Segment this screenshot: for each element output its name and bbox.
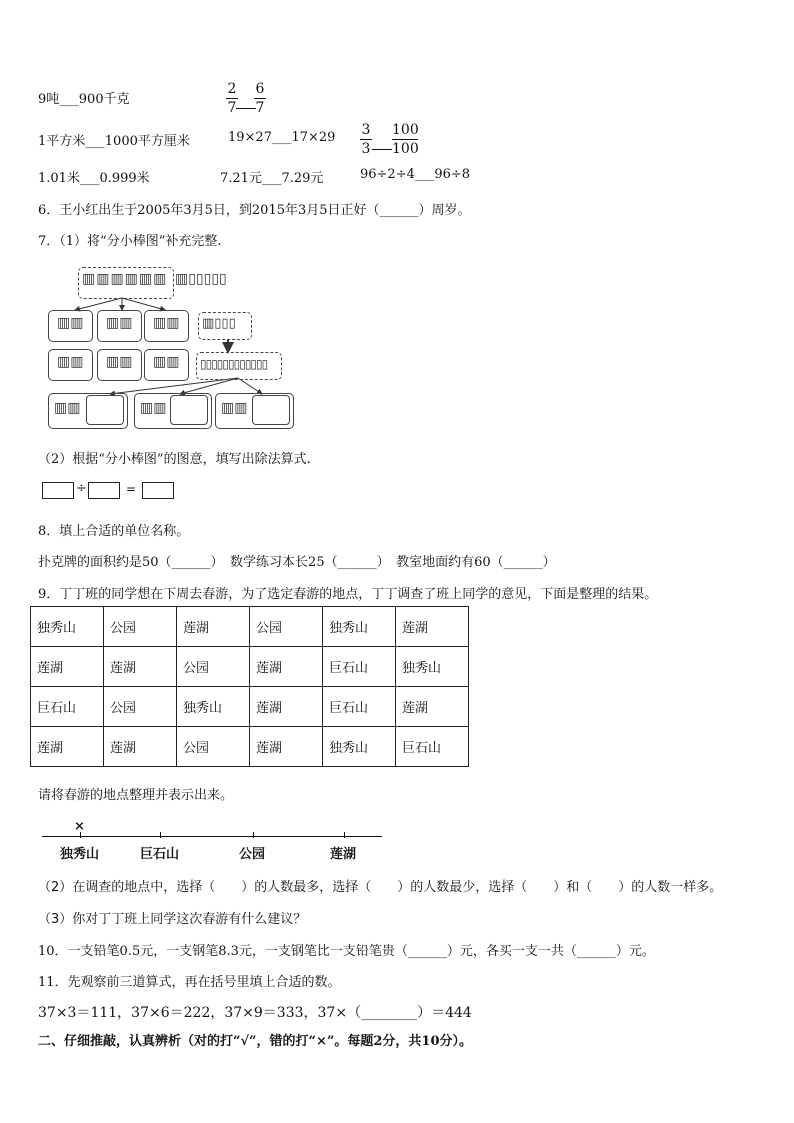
table-cell: 莲湖	[396, 687, 469, 727]
survey-table	[30, 606, 469, 767]
equals-sign: =	[126, 482, 137, 496]
question-9-title: 9．丁丁班的同学想在下周去春游，为了选定春游的地点，丁丁调查了班上同学的意见，下面是整理的结果。	[38, 587, 658, 602]
question-7-part-2: （2）根据“分小棒图”的图意，填写出除法算式.	[38, 452, 311, 467]
stick-bundle: ▥▥	[57, 354, 84, 370]
table-row	[31, 727, 469, 767]
fraction-right-2: $\frac{100}{100}$	[392, 122, 419, 157]
table-cell: 莲湖	[104, 727, 177, 767]
stick-bundle: ▥▥	[140, 400, 167, 416]
axis-label-3: 公园	[239, 847, 266, 862]
table-cell: 莲湖	[31, 727, 104, 767]
stick-bundle: ▥▥	[57, 315, 84, 331]
table-cell: 莲湖	[250, 727, 323, 767]
question-9-part-3: （3）你对丁丁班上同学这次春游有什么建议？	[38, 912, 307, 927]
table-row	[31, 687, 469, 727]
compare-money: 7.21元___7.29元	[220, 171, 324, 186]
stick-bundle: ▥▥	[106, 354, 133, 370]
compare-tons-kg: 9吨___900千克	[38, 92, 130, 107]
dividend-box[interactable]	[42, 482, 74, 499]
answer-box-1[interactable]	[86, 395, 124, 425]
stick-bundle: ▥▥	[153, 315, 180, 331]
axis-label-2: 巨石山	[140, 847, 180, 862]
stick-bundle: ▥▥	[54, 400, 81, 416]
table-cell: 公园	[177, 647, 250, 687]
table-cell: 巨石山	[323, 687, 396, 727]
axis-label-4: 莲湖	[330, 847, 357, 862]
question-7-part-1: 7．（1）将“分小棒图”补充完整.	[38, 234, 222, 249]
axis-label-1: 独秀山	[60, 847, 100, 862]
compare-products: 19×27___17×29	[228, 130, 336, 145]
compare-blank	[236, 108, 256, 109]
question-8-title: 8．填上合适的单位名称。	[38, 524, 190, 539]
table-cell: 巨石山	[31, 687, 104, 727]
table-cell: 公园	[177, 727, 250, 767]
division-sign: ÷	[76, 481, 87, 496]
stick-bundle: ▥▥	[153, 354, 180, 370]
stick-bundle: ▥▥	[221, 400, 248, 416]
stick-bundle: ▥▯▯▯	[202, 316, 236, 331]
fraction-right: $\frac{6}{7}$	[255, 81, 265, 116]
question-9-instruction: 请将春游的地点整理并表示出来。	[38, 788, 234, 803]
answer-box-2[interactable]	[170, 395, 208, 425]
stick-extra-top: ▥▯▯▯▯▯	[175, 271, 227, 287]
question-8-line: 扑克牌的面积约是50（______） 数学练习本长25（______） 教室地面约有60（______）	[38, 555, 556, 570]
fraction-left: $\frac{2}{7}$	[227, 81, 237, 116]
compare-decimals: 1.01米___0.999米	[38, 171, 150, 186]
fraction-left-2: $\frac{3}{3}$	[361, 122, 371, 157]
table-cell: 公园	[104, 687, 177, 727]
answer-box-3[interactable]	[252, 395, 290, 425]
axis-tick	[253, 832, 254, 838]
table-cell: 巨石山	[323, 647, 396, 687]
compare-division: 96÷2÷4___96÷8	[360, 167, 471, 182]
tally-mark: ×	[74, 819, 85, 834]
divisor-box[interactable]	[88, 482, 120, 499]
table-cell: 莲湖	[177, 607, 250, 647]
axis-tick	[160, 832, 161, 838]
question-9-part-2: （2）在调查的地点中，选择（ ）的人数最多，选择（ ）的人数最少，选择（ ）和（ ）的人数一样多。	[38, 880, 723, 895]
compare-blank-2	[372, 149, 392, 150]
table-cell: 独秀山	[323, 727, 396, 767]
table-cell: 公园	[250, 607, 323, 647]
question-10: 10．一支铅笔0.5元，一支钢笔8.3元，一支钢笔比一支铅笔贵（______）元，各买一支一共（______）元。	[38, 944, 655, 959]
table-cell: 公园	[104, 607, 177, 647]
table-cell: 莲湖	[250, 687, 323, 727]
table-cell: 独秀山	[323, 607, 396, 647]
stick-loose: ▯▯▯▯▯▯▯▯▯▯▯▯	[200, 357, 268, 371]
question-11-title: 11．先观察前三道算式，再在括号里填上合适的数。	[38, 975, 341, 990]
table-cell: 独秀山	[177, 687, 250, 727]
axis-tick	[344, 832, 345, 838]
table-cell: 莲湖	[104, 647, 177, 687]
table-cell: 独秀山	[396, 647, 469, 687]
axis-line	[42, 836, 382, 837]
question-11-line: 37×3＝111，37×6＝222，37×9＝333，37×（________）＝444	[38, 1005, 472, 1021]
section-2-heading: 二、仔细推敲，认真辨析（对的打“√”，错的打“×”。每题2分，共10分）。	[38, 1034, 472, 1049]
question-6: 6．王小红出生于2005年3月5日，到2015年3月5日正好（______）周岁。	[38, 203, 471, 218]
compare-area: 1平方米___1000平方厘米	[38, 134, 190, 149]
stick-bundles-top: ▥▥▥▥▥▥	[82, 271, 168, 287]
table-cell: 独秀山	[31, 607, 104, 647]
table-row	[31, 607, 469, 647]
table-cell: 巨石山	[396, 727, 469, 767]
table-cell: 莲湖	[396, 607, 469, 647]
table-cell: 莲湖	[31, 647, 104, 687]
quotient-box[interactable]	[142, 482, 174, 499]
table-cell: 莲湖	[250, 647, 323, 687]
stick-bundle: ▥▥	[106, 315, 133, 331]
table-row	[31, 647, 469, 687]
